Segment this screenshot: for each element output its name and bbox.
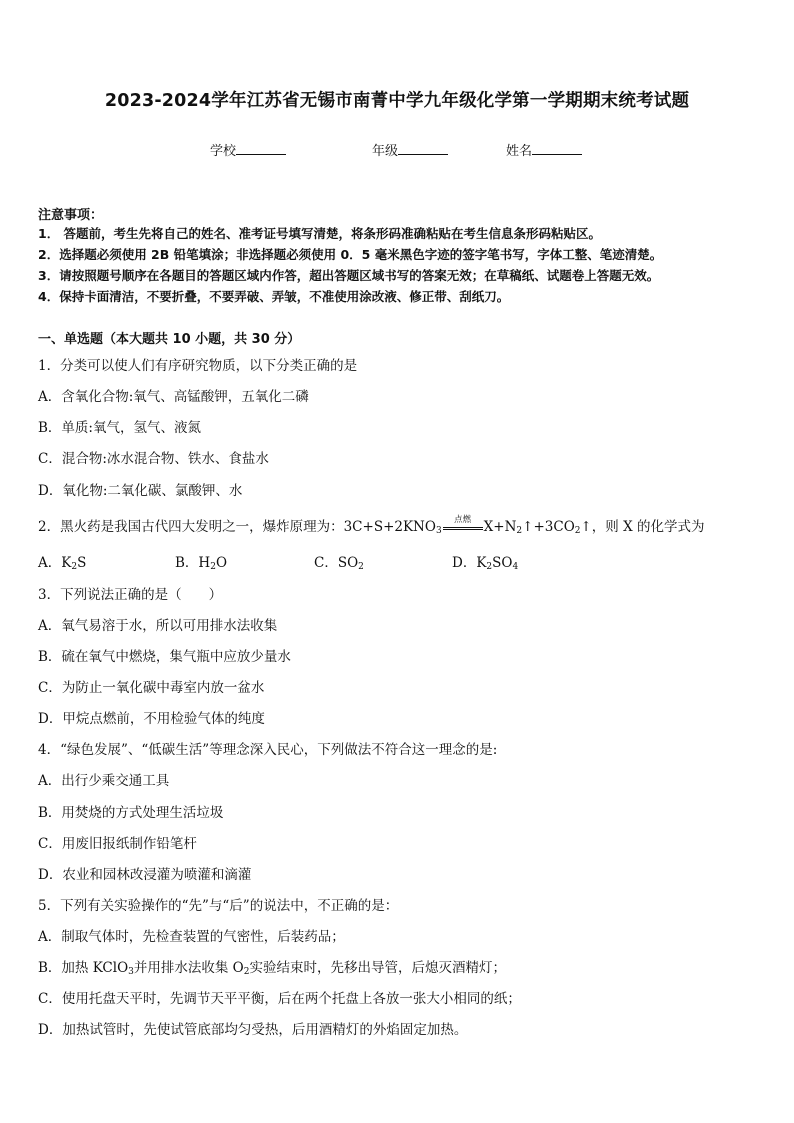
q2-option-a[interactable]: [38, 551, 86, 572]
q2-n2-sub: 2: [516, 526, 523, 536]
q5-option-a[interactable]: A．制取气体时，先检查装置的气密性，后装药品；: [38, 929, 345, 945]
q2-c-sub: 2: [358, 562, 364, 572]
q5-option-c[interactable]: C．使用托盘天平时，先调节天平平衡，后在两个托盘上各放一张大小相同的纸；: [38, 991, 521, 1007]
grade-field[interactable]: [372, 140, 448, 159]
notice-item: 2．选择题必须使用 2B 铅笔填涂；非选择题必须使用 0．5 毫米黑色字迹的签字笔书写，字体工整、笔迹清楚。: [38, 247, 663, 262]
school-field[interactable]: [210, 140, 286, 159]
grade-label: 年级: [372, 144, 399, 159]
school-label: 学校: [210, 144, 237, 159]
exam-title: 2023-2024学年江苏省无锡市南菁中学九年级化学第一学期期末统考试题: [104, 91, 690, 111]
q2-stem: [38, 515, 705, 536]
q5-stem: 5．下列有关实验操作的“先”与“后”的说法中，不正确的是：: [38, 898, 399, 914]
q2-a-post: S: [77, 555, 87, 571]
q3-option-b[interactable]: B．硫在氧气中燃烧，集气瓶中应放少量水: [38, 649, 291, 665]
school-blank[interactable]: [236, 141, 286, 155]
q1-option-d[interactable]: D．氧化物:二氧化碳、氯酸钾、水: [38, 483, 243, 499]
q1-option-c[interactable]: C．混合物:冰水混合物、铁水、食盐水: [38, 451, 269, 467]
q2-b-post: O: [215, 555, 228, 571]
q3-stem: 3．下列说法正确的是（ ）: [38, 587, 223, 603]
name-blank[interactable]: [532, 141, 582, 155]
q3-option-a[interactable]: A．氧气易溶于水，所以可用排水法收集: [38, 618, 278, 634]
name-label: 姓名: [506, 144, 533, 159]
q2-stem-post: ↑，则 X 的化学式为: [580, 519, 705, 535]
q2-stem-pre: 2．黑火药是我国古代四大发明之一，爆炸原理为：3C+S+2KNO: [38, 519, 436, 535]
q2-d-mid: SO: [492, 555, 513, 571]
q3-option-d[interactable]: D．甲烷点燃前，不用检验气体的纯度: [38, 711, 265, 727]
q2-kno3-sub: 3: [435, 526, 442, 536]
q2-c-pre: C．SO: [314, 555, 359, 571]
notice-item: 3．请按照题号顺序在各题目的答题区域内作答，超出答题区域书写的答案无效；在草稿纸、试题卷上答题无效。: [38, 268, 660, 283]
q5-option-b[interactable]: [38, 956, 506, 977]
q4-stem: 4．“绿色发展”、“低碳生活”等理念深入民心，下列做法不符合这一理念的是:: [38, 742, 498, 758]
section-title: 一、单选题（本大题共 10 小题，共 30 分）: [38, 332, 301, 347]
q2-a-pre: A．K: [38, 555, 72, 571]
q2-option-b[interactable]: [175, 551, 227, 572]
q1-option-b[interactable]: B．单质:氧气，氢气、液氮: [38, 420, 201, 436]
q3-option-c[interactable]: C．为防止一氧化碳中毒室内放一盆水: [38, 680, 265, 696]
notice-heading: 注意事项：: [38, 208, 104, 223]
q4-option-b[interactable]: B．用焚烧的方式处理生活垃圾: [38, 805, 224, 821]
q2-stem-mid: X+N: [483, 519, 517, 535]
q5-b-sub2: 2: [243, 967, 250, 977]
q2-stem-mid2: ↑+3CO: [522, 519, 575, 535]
q2-b-sub: 2: [210, 562, 216, 572]
q5-b-mid: 并用排水法收集 O: [133, 960, 244, 976]
q4-option-c[interactable]: C．用废旧报纸制作铅笔杆: [38, 836, 197, 852]
reaction-condition: 点燃: [454, 515, 472, 525]
q5-b-post: 实验结束时，先移出导管，后熄灭酒精灯；: [249, 960, 506, 976]
q1-option-a[interactable]: A．含氧化合物:氧气、高锰酸钾，五氧化二磷: [38, 389, 309, 405]
q2-option-c[interactable]: [314, 551, 364, 572]
q4-option-d[interactable]: D．农业和园林改浸灌为喷灌和滴灌: [38, 867, 252, 883]
q2-b-pre: B．H: [175, 555, 211, 571]
q2-d-sub2: 4: [512, 562, 519, 572]
q2-d-sub1: 2: [486, 562, 493, 572]
q5-b-pre: B．加热 KClO: [38, 960, 129, 976]
q4-option-a[interactable]: A．出行少乘交通工具: [38, 773, 170, 789]
q5-option-d[interactable]: D．加热试管时，先使试管底部均匀受热，后用酒精灯的外焰固定加热。: [38, 1022, 468, 1038]
q2-d-pre: D．K: [452, 555, 487, 571]
q5-b-sub1: 3: [128, 967, 134, 977]
q2-option-d[interactable]: [452, 551, 518, 572]
grade-blank[interactable]: [398, 141, 448, 155]
q2-co2-sub: 2: [574, 526, 581, 536]
notice-item: 4．保持卡面清洁，不要折叠，不要弄破、弄皱，不准使用涂改液、修正带、刮纸刀。: [38, 289, 510, 304]
q2-a-sub: 2: [71, 562, 78, 572]
q1-stem: 1．分类可以使人们有序研究物质，以下分类正确的是: [38, 358, 358, 374]
notice-item: 1． 答题前，考生先将自己的姓名、准考证号填写清楚，将条形码准确粘贴在考生信息条形码粘贴区。: [38, 226, 602, 241]
reaction-arrow: [442, 515, 484, 533]
name-field[interactable]: [506, 140, 582, 159]
